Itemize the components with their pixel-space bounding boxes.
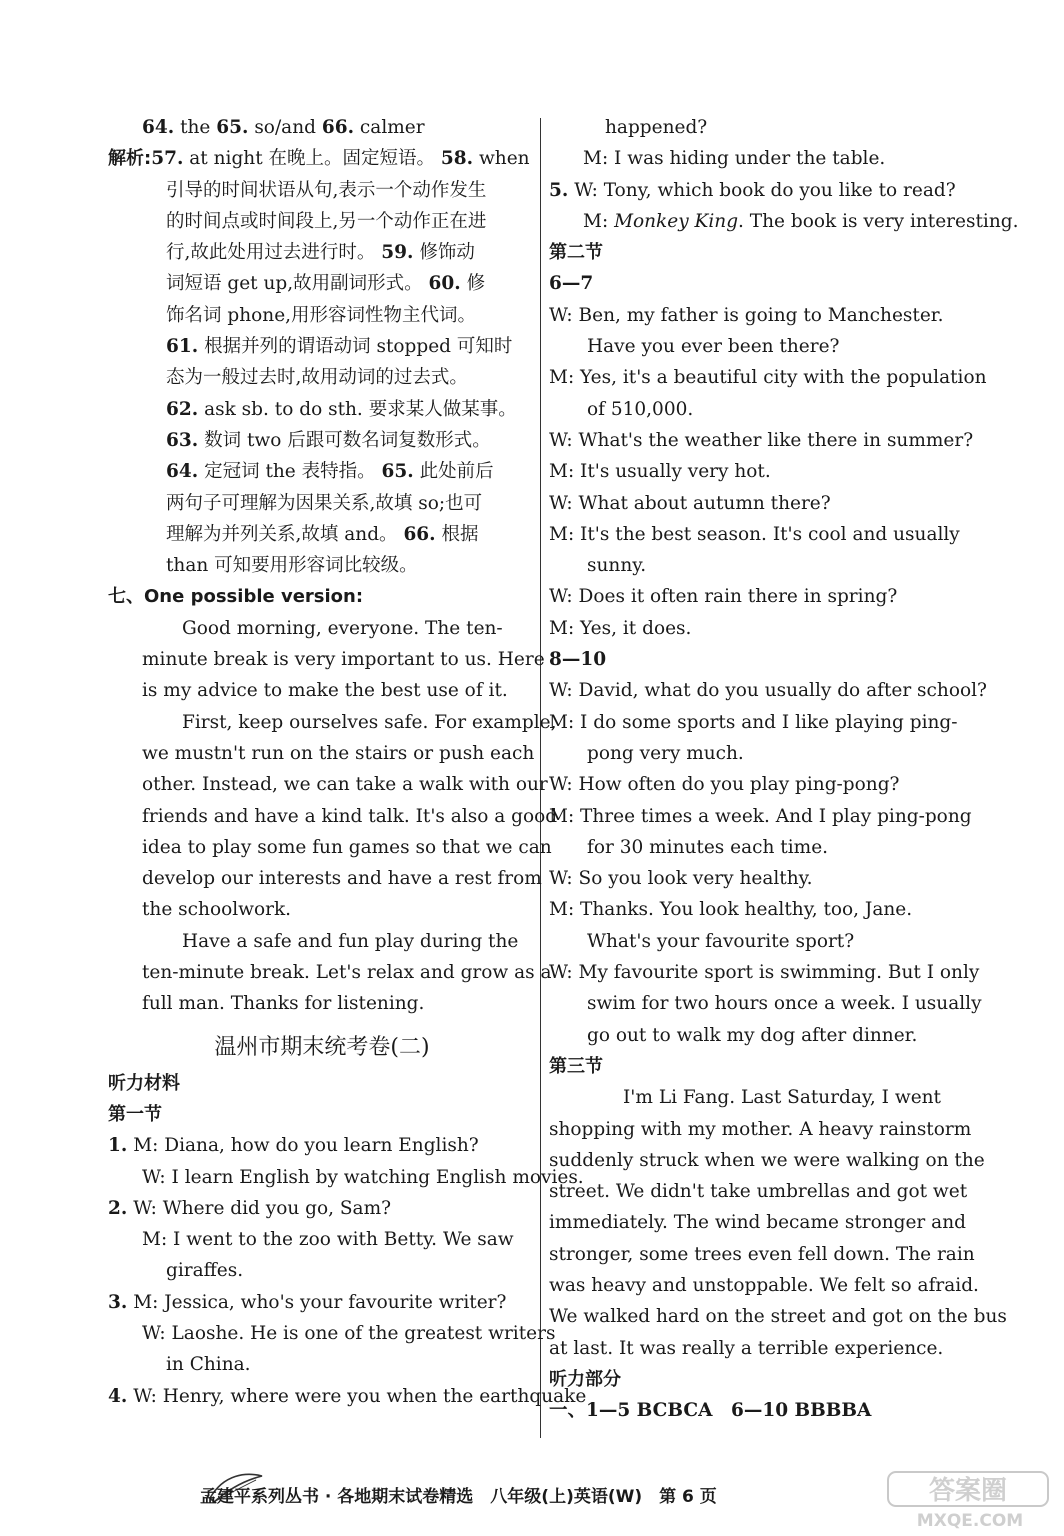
dialogue-line: 5. W: Tony, which book do you like to read?: [549, 179, 956, 201]
analysis-line: 62. ask sb. to do sth. 要求某人做某事。: [166, 398, 517, 420]
passage-line: stronger, some trees even fell down. The rain: [549, 1243, 975, 1265]
dialogue-line: M: I went to the zoo with Betty. We saw: [142, 1229, 514, 1251]
analysis-line: 引导的时间状语从句,表示一个动作发生: [166, 179, 487, 201]
dialogue-line: swim for two hours once a week. I usually: [587, 993, 982, 1015]
essay-line: ten-minute break. Let's relax and grow as a: [142, 962, 552, 984]
dialogue-line: W: What about autumn there?: [549, 492, 831, 514]
watermark-top-text: 答案圈: [928, 1476, 1008, 1506]
essay-line: is my advice to make the best use of it.: [142, 680, 508, 702]
dialogue-line: W: What's the weather like there in summer?: [549, 429, 974, 451]
dialogue-line: W: So you look very healthy.: [549, 868, 813, 890]
dialogue-line: W: Ben, my father is going to Manchester.: [549, 304, 944, 326]
dialogue-line: W: Laoshe. He is one of the greatest writers: [142, 1322, 556, 1344]
essay-line: the schoolwork.: [142, 899, 292, 921]
dialogue-line: M: Three times a week. And I play ping-pong: [549, 805, 972, 827]
page-footer: 孟建平系列丛书 · 各地期末试卷精选 八年级(上)英语(W) 第 6 页: [200, 1487, 717, 1507]
dialogue-line: 4. W: Henry, where were you when the earthquake: [108, 1385, 587, 1407]
dialogue-line: W: My favourite sport is swimming. But I only: [549, 962, 980, 984]
analysis-line: 态为一般过去时,故用动词的过去式。: [166, 367, 468, 389]
essay-line: Good morning, everyone. The ten-: [182, 617, 503, 639]
dialogue-line: W: How often do you play ping-pong?: [549, 774, 900, 796]
dialogue-line: M: I was hiding under the table.: [583, 148, 886, 170]
exam-title: 温州市期末统考卷(二): [214, 1034, 430, 1060]
dialogue-line: giraffes.: [166, 1260, 244, 1282]
analysis-line: 63. 数词 two 后跟可数名词复数形式。: [166, 429, 491, 451]
section-heading: 第二节: [549, 242, 603, 264]
essay-line: we mustn't run on the stairs or push each: [142, 742, 535, 764]
passage-line: suddenly struck when we were walking on the: [549, 1149, 985, 1171]
right-column: [549, 112, 1019, 1426]
passage-line: street. We didn't take umbrellas and got wet: [549, 1181, 968, 1203]
passage-line: shopping with my mother. A heavy rainstorm: [549, 1118, 972, 1140]
analysis-line: 64. 定冠词 the 表特指。 65. 此处前后: [166, 461, 494, 483]
dialogue-line: What's your favourite sport?: [587, 930, 855, 952]
dialogue-line: M: Yes, it's a beautiful city with the population: [549, 367, 987, 389]
section-heading: 第一节: [108, 1103, 162, 1125]
dialogue-line: of 510,000.: [587, 398, 694, 420]
dialogue-line: 3. M: Jessica, who's your favourite writer?: [108, 1291, 507, 1313]
dialogue-line: pong very much.: [587, 742, 744, 764]
passage-line: I'm Li Fang. Last Saturday, I went: [623, 1087, 941, 1109]
dialogue-line: Have you ever been there?: [587, 336, 840, 358]
watermark-bottom-text: MXQE.COM: [916, 1511, 1024, 1531]
dialogue-line: M: It's the best season. It's cool and usually: [549, 523, 960, 545]
passage-line: immediately. The wind became stronger and: [549, 1212, 966, 1234]
analysis-line: 行,故此处用过去进行时。 59. 修饰动: [166, 242, 475, 264]
passage-line: at last. It was really a terrible experience.: [549, 1337, 944, 1359]
analysis-line: 饰名词 phone,用形容词性物主代词。: [166, 304, 477, 326]
answer-line: 64. the 65. so/and 66. calmer: [142, 117, 425, 138]
analysis-line: 61. 根据并列的谓语动词 stopped 可知时: [166, 336, 513, 358]
passage-line: was heavy and unstoppable. We felt so afraid.: [549, 1274, 979, 1296]
dialogue-line: happened?: [605, 117, 708, 138]
section-heading: 第三节: [549, 1055, 603, 1077]
essay-line: develop our interests and have a rest from: [142, 868, 542, 890]
analysis-line: 的时间点或时间段上,另一个动作正在进: [166, 210, 487, 232]
dialogue-line: 1. M: Diana, how do you learn English?: [108, 1135, 479, 1157]
essay-line: friends and have a kind talk. It's also a good: [142, 805, 558, 827]
dialogue-line: for 30 minutes each time.: [587, 836, 829, 858]
section-heading: 听力部分: [549, 1368, 621, 1390]
essay-line: minute break is very important to us. Here: [142, 649, 545, 671]
question-range: 6—7: [549, 273, 594, 295]
essay-line: Have a safe and fun play during the: [182, 930, 519, 952]
question-range: 8—10: [549, 649, 607, 671]
dialogue-line: W: Does it often rain there in spring?: [549, 586, 898, 608]
dialogue-line: M: Monkey King. The book is very interesting.: [583, 210, 1019, 232]
analysis-line: 两句子可理解为因果关系,故填 so;也可: [166, 492, 483, 514]
dialogue-line: 2. W: Where did you go, Sam?: [108, 1197, 392, 1219]
dialogue-line: M: Thanks. You look healthy, too, Jane.: [549, 899, 913, 921]
analysis-line: 解析:57. at night 在晚上。固定短语。 58. when: [108, 148, 530, 170]
dialogue-line: M: Yes, it does.: [549, 617, 692, 639]
dialogue-line: M: I do some sports and I like playing ping-: [549, 711, 958, 733]
analysis-line: than 可知要用形容词比较级。: [166, 555, 418, 577]
section-heading: 七、One possible version:: [108, 586, 364, 608]
essay-line: First, keep ourselves safe. For example,: [182, 711, 557, 733]
dialogue-line: go out to walk my dog after dinner.: [587, 1024, 918, 1046]
analysis-line: 词短语 get up,故用副词形式。 60. 修: [166, 273, 486, 295]
analysis-line: 理解为并列关系,故填 and。 66. 根据: [166, 523, 479, 545]
dialogue-line: in China.: [166, 1354, 251, 1376]
dialogue-line: sunny.: [587, 555, 647, 577]
section-heading: 听力材料: [108, 1072, 180, 1094]
essay-line: full man. Thanks for listening.: [142, 993, 425, 1015]
essay-line: idea to play some fun games so that we can: [142, 836, 552, 858]
dialogue-line: W: I learn English by watching English movies.: [142, 1166, 584, 1188]
essay-line: other. Instead, we can take a walk with our: [142, 774, 548, 796]
dialogue-line: M: It's usually very hot.: [549, 461, 771, 483]
answer-key: 一、1—5 BCBCA 6—10 BBBBA: [549, 1400, 872, 1422]
dialogue-line: W: David, what do you usually do after school?: [549, 680, 987, 702]
passage-line: We walked hard on the street and got on the bus: [549, 1306, 1007, 1328]
watermark-logo: [880, 1468, 1060, 1532]
